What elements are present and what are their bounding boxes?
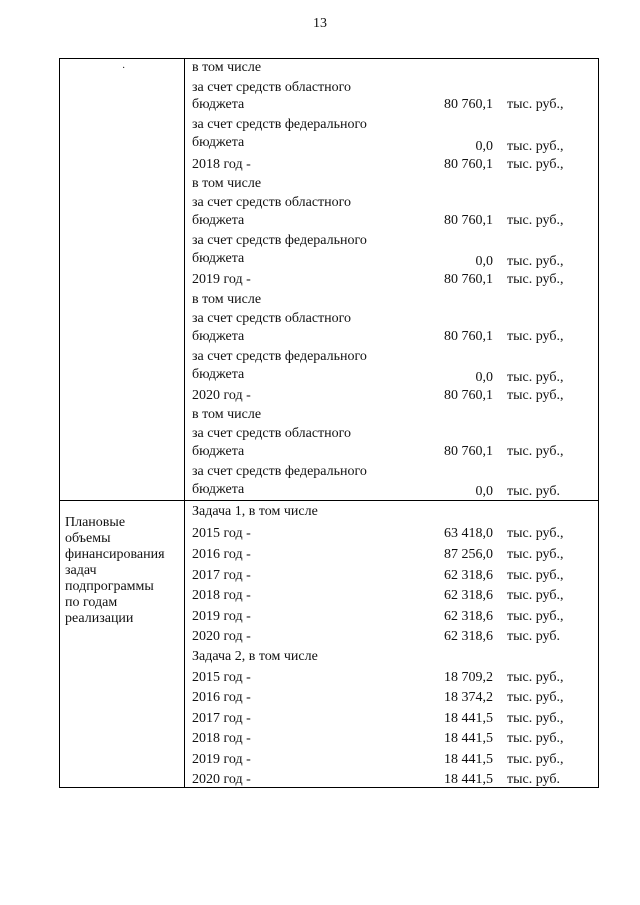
unit: тыс. руб., xyxy=(507,254,564,269)
planned-volumes-label xyxy=(65,515,180,627)
year-label: 2016 год - xyxy=(192,547,251,562)
amount: 80 760,1 xyxy=(444,272,493,287)
amount: 18 441,5 xyxy=(444,752,493,767)
year-label: 2019 год - xyxy=(192,609,251,624)
unit: тыс. руб., xyxy=(507,370,564,385)
unit: тыс. руб., xyxy=(507,139,564,154)
label-line: Плановые xyxy=(65,515,126,530)
year-label: 2015 год - xyxy=(192,670,251,685)
text-line: бюджета xyxy=(192,251,245,266)
unit: тыс. руб., xyxy=(507,97,564,112)
amount: 62 318,6 xyxy=(444,629,493,644)
label-line: финансирования xyxy=(65,547,165,562)
amount: 63 418,0 xyxy=(444,526,493,541)
text-line: бюджета xyxy=(192,97,245,112)
unit: тыс. руб., xyxy=(507,213,564,228)
unit: тыс. руб. xyxy=(507,629,560,644)
task-title: Задача 1, в том числе xyxy=(192,504,318,519)
amount: 0,0 xyxy=(475,139,493,154)
unit: тыс. руб., xyxy=(507,547,564,562)
text-line: в том числе xyxy=(192,176,262,191)
unit: тыс. руб., xyxy=(507,388,564,403)
text-line: за счет средств областного xyxy=(192,426,352,441)
year-label: 2018 год - xyxy=(192,157,251,172)
amount: 80 760,1 xyxy=(444,97,493,112)
amount: 18 441,5 xyxy=(444,772,493,787)
column-divider xyxy=(184,59,185,787)
amount: 18 374,2 xyxy=(444,690,493,705)
unit: тыс. руб., xyxy=(507,690,564,705)
year-label: 2019 год - xyxy=(192,272,251,287)
amount: 62 318,6 xyxy=(444,588,493,603)
unit: тыс. руб., xyxy=(507,609,564,624)
text-line: бюджета xyxy=(192,135,245,150)
unit: тыс. руб., xyxy=(507,526,564,541)
amount: 0,0 xyxy=(475,484,493,499)
unit: тыс. руб., xyxy=(507,711,564,726)
year-label: 2020 год - xyxy=(192,629,251,644)
unit: тыс. руб., xyxy=(507,752,564,767)
funding-table xyxy=(59,58,599,788)
label-line: объемы xyxy=(65,531,111,546)
amount: 80 760,1 xyxy=(444,444,493,459)
unit: тыс. руб., xyxy=(507,444,564,459)
label-line: подпрограммы xyxy=(65,579,154,594)
year-label: 2018 год - xyxy=(192,731,251,746)
year-label: 2016 год - xyxy=(192,690,251,705)
year-label: 2020 год - xyxy=(192,772,251,787)
label-line: реализации xyxy=(65,611,134,626)
unit: тыс. руб., xyxy=(507,670,564,685)
amount: 80 760,1 xyxy=(444,213,493,228)
text-line: за счет средств областного xyxy=(192,311,352,326)
unit: тыс. руб. xyxy=(507,772,560,787)
label-line: задач xyxy=(65,563,97,578)
unit: тыс. руб. xyxy=(507,484,560,499)
text-line: в том числе xyxy=(192,60,262,75)
text-line: бюджета xyxy=(192,213,245,228)
year-label: 2017 год - xyxy=(192,711,251,726)
text-line: бюджета xyxy=(192,367,245,382)
unit: тыс. руб., xyxy=(507,272,564,287)
text-line: бюджета xyxy=(192,329,245,344)
amount: 80 760,1 xyxy=(444,388,493,403)
text-line: за счет средств федерального xyxy=(192,349,367,364)
year-label: 2019 год - xyxy=(192,752,251,767)
amount: 0,0 xyxy=(475,254,493,269)
amount: 18 441,5 xyxy=(444,731,493,746)
text-line: бюджета xyxy=(192,444,245,459)
amount: 0,0 xyxy=(475,370,493,385)
year-label: 2018 год - xyxy=(192,588,251,603)
task-title: Задача 2, в том числе xyxy=(192,649,318,664)
amount: 80 760,1 xyxy=(444,157,493,172)
text-line: бюджета xyxy=(192,482,245,497)
text-line: за счет средств областного xyxy=(192,80,352,95)
text-line: за счет средств федерального xyxy=(192,117,367,132)
amount: 62 318,6 xyxy=(444,609,493,624)
unit: тыс. руб., xyxy=(507,588,564,603)
text-line: за счет средств областного xyxy=(192,195,352,210)
amount: 87 256,0 xyxy=(444,547,493,562)
unit: тыс. руб., xyxy=(507,731,564,746)
amount: 18 441,5 xyxy=(444,711,493,726)
amount: 80 760,1 xyxy=(444,329,493,344)
text-line: за счет средств федерального xyxy=(192,233,367,248)
unit: тыс. руб., xyxy=(507,157,564,172)
amount: 62 318,6 xyxy=(444,568,493,583)
unit: тыс. руб., xyxy=(507,329,564,344)
year-label: 2015 год - xyxy=(192,526,251,541)
unit: тыс. руб., xyxy=(507,568,564,583)
text-line: за счет средств федерального xyxy=(192,464,367,479)
stray-mark: · xyxy=(122,63,126,74)
year-label: 2020 год - xyxy=(192,388,251,403)
text-line: в том числе xyxy=(192,292,262,307)
page-number: 13 xyxy=(313,16,327,31)
amount: 18 709,2 xyxy=(444,670,493,685)
text-line: в том числе xyxy=(192,407,262,422)
year-label: 2017 год - xyxy=(192,568,251,583)
label-line: по годам xyxy=(65,595,118,610)
